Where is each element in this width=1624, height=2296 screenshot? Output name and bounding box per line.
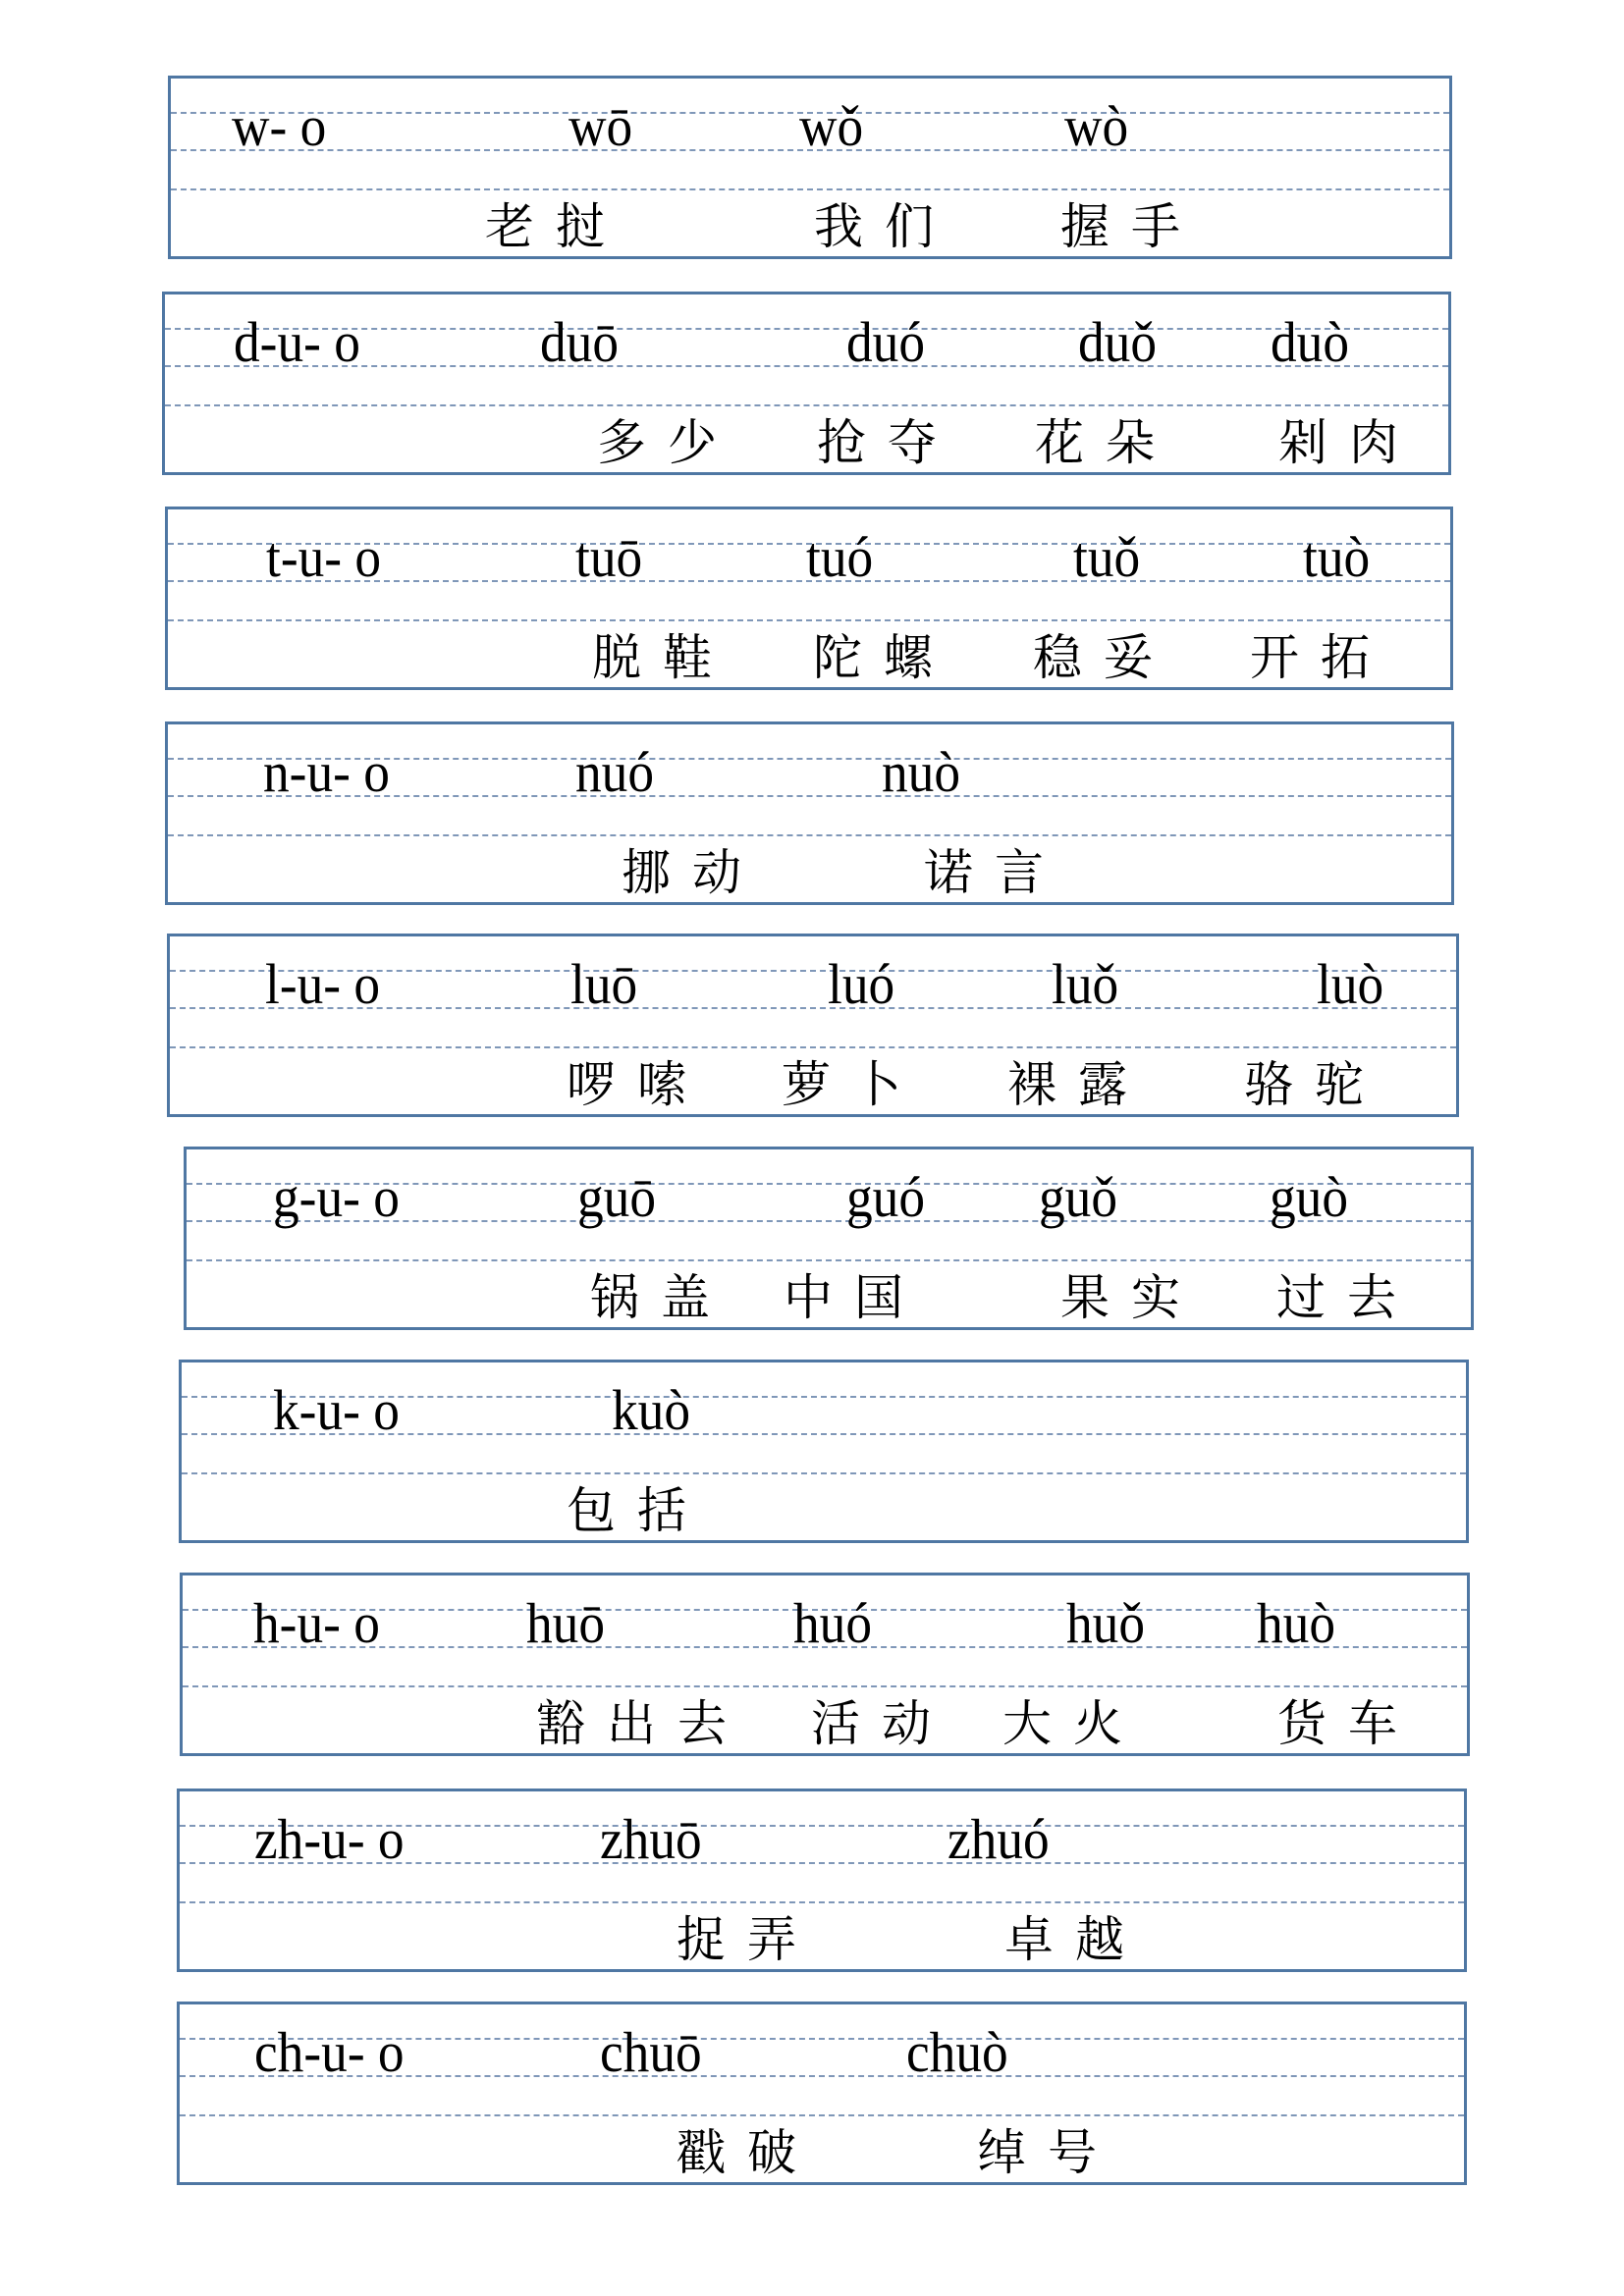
spelling-breakdown: k-u- o: [273, 1378, 400, 1442]
guide-line: [168, 834, 1451, 836]
tone-syllable: chuò: [906, 2020, 1008, 2084]
example-word: 挪动: [622, 844, 763, 901]
example-word: 裸露: [1007, 1056, 1149, 1113]
tone-syllable: tuò: [1303, 525, 1371, 589]
example-word: 绰号: [977, 2124, 1118, 2181]
tone-syllable: luō: [570, 952, 638, 1016]
example-word: 货车: [1277, 1695, 1419, 1752]
tone-syllable: huō: [526, 1591, 606, 1655]
tone-syllable: tuō: [575, 525, 643, 589]
example-word: 中国: [784, 1269, 925, 1326]
tone-syllable: duó: [846, 310, 926, 374]
syllable-row: [167, 934, 1459, 1117]
syllable-row: [184, 1147, 1474, 1330]
guide-line: [171, 188, 1449, 190]
tone-syllable: duǒ: [1078, 310, 1158, 374]
syllable-row: [168, 76, 1452, 259]
example-word: 剁肉: [1278, 414, 1420, 471]
spelling-breakdown: t-u- o: [266, 525, 382, 589]
example-word: 抢夺: [817, 414, 958, 471]
spelling-breakdown: h-u- o: [253, 1591, 380, 1655]
syllable-row: [162, 292, 1451, 475]
example-word: 锅盖: [590, 1269, 731, 1326]
syllable-row: [180, 1573, 1470, 1756]
spelling-breakdown: ch-u- o: [254, 2020, 405, 2084]
example-word: 活动: [811, 1695, 952, 1752]
example-word: 啰嗦: [567, 1056, 708, 1113]
tone-syllable: huǒ: [1066, 1591, 1146, 1655]
tone-syllable: guó: [846, 1165, 926, 1229]
guide-line: [170, 1046, 1456, 1048]
tone-syllable: nuò: [882, 740, 961, 804]
tone-syllable: luò: [1317, 952, 1384, 1016]
tone-syllable: tuó: [806, 525, 874, 589]
syllable-row: [165, 507, 1453, 690]
guide-line: [165, 404, 1448, 406]
tone-syllable: guǒ: [1039, 1165, 1118, 1229]
syllable-row: [177, 2002, 1467, 2185]
spelling-breakdown: zh-u- o: [254, 1807, 405, 1871]
example-word: 捉弄: [677, 1911, 818, 1968]
spelling-breakdown: n-u- o: [263, 740, 390, 804]
spelling-breakdown: w- o: [232, 94, 327, 158]
guide-line: [182, 1472, 1466, 1474]
example-word: 老挝: [485, 198, 626, 255]
tone-syllable: nuó: [575, 740, 655, 804]
guide-line: [168, 619, 1450, 621]
example-word: 豁出去: [536, 1695, 748, 1752]
example-word: 我们: [814, 198, 955, 255]
example-word: 花朵: [1035, 414, 1176, 471]
tone-syllable: duō: [540, 310, 620, 374]
tone-syllable: zhuó: [947, 1807, 1050, 1871]
tone-syllable: duò: [1271, 310, 1350, 374]
syllable-row: [165, 721, 1454, 905]
example-word: 萝卜: [782, 1056, 923, 1113]
example-word: 卓越: [1004, 1911, 1146, 1968]
tone-syllable: tuǒ: [1073, 525, 1141, 589]
spelling-breakdown: g-u- o: [273, 1165, 400, 1229]
example-word: 骆驼: [1244, 1056, 1385, 1113]
tone-syllable: zhuō: [600, 1807, 702, 1871]
spelling-breakdown: d-u- o: [234, 310, 360, 374]
example-word: 包括: [567, 1482, 708, 1539]
tone-syllable: luó: [828, 952, 895, 1016]
guide-line: [180, 2114, 1464, 2116]
example-word: 脱鞋: [592, 629, 733, 686]
tone-syllable: guō: [577, 1165, 657, 1229]
example-word: 开拓: [1250, 629, 1391, 686]
example-word: 多少: [597, 414, 738, 471]
example-word: 大火: [1002, 1695, 1144, 1752]
syllable-row: [179, 1360, 1469, 1543]
tone-syllable: wò: [1064, 94, 1129, 158]
tone-syllable: kuò: [612, 1378, 691, 1442]
syllable-row: [177, 1789, 1467, 1972]
spelling-breakdown: l-u- o: [265, 952, 381, 1016]
tone-syllable: huó: [793, 1591, 873, 1655]
guide-line: [180, 1901, 1464, 1903]
example-word: 陀螺: [813, 629, 954, 686]
tone-syllable: guò: [1270, 1165, 1349, 1229]
tone-syllable: wǒ: [799, 94, 864, 158]
tone-syllable: huò: [1257, 1591, 1336, 1655]
example-word: 过去: [1276, 1269, 1418, 1326]
tone-syllable: luǒ: [1052, 952, 1119, 1016]
guide-line: [183, 1685, 1467, 1687]
example-word: 握手: [1060, 198, 1202, 255]
guide-line: [187, 1259, 1471, 1261]
tone-syllable: wō: [568, 94, 633, 158]
example-word: 戳破: [677, 2124, 818, 2181]
example-word: 果实: [1060, 1269, 1202, 1326]
example-word: 诺言: [924, 844, 1065, 901]
tone-syllable: chuō: [600, 2020, 702, 2084]
example-word: 稳妥: [1033, 629, 1174, 686]
